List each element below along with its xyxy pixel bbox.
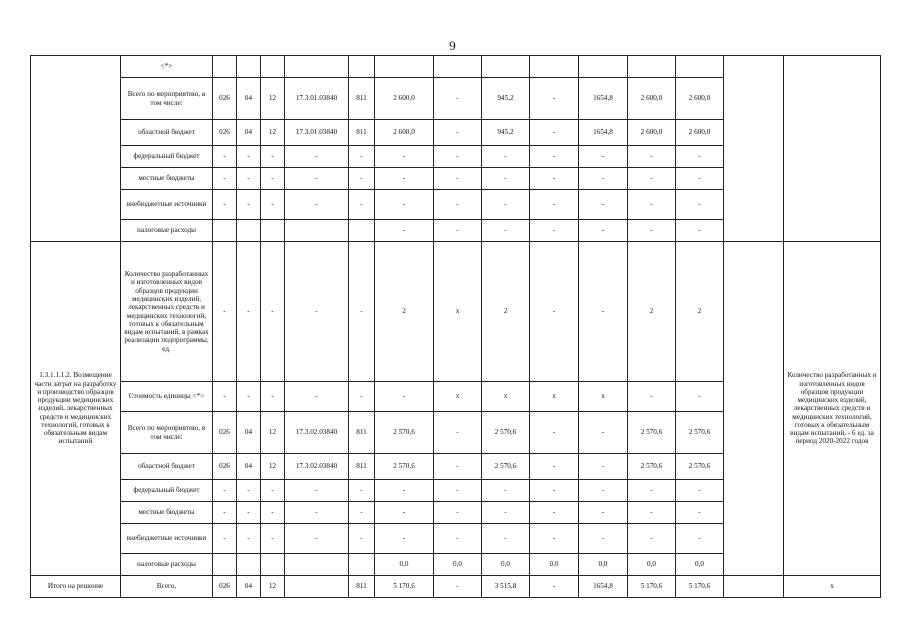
value-cell: 811 xyxy=(349,120,375,146)
value-cell: 0,0 xyxy=(482,554,530,576)
value-cell: - xyxy=(285,168,349,190)
value-cell: - xyxy=(213,190,237,220)
value-cell: 811 xyxy=(349,576,375,598)
value-cell: - xyxy=(628,220,676,242)
value-cell: - xyxy=(676,480,724,502)
value-cell: - xyxy=(628,146,676,168)
value-cell: - xyxy=(628,480,676,502)
value-cell: - xyxy=(530,220,579,242)
value-cell: - xyxy=(349,168,375,190)
value-cell: - xyxy=(237,190,261,220)
value-cell: - xyxy=(237,242,261,382)
value-cell: x xyxy=(434,382,482,412)
value-cell xyxy=(237,554,261,576)
value-cell: - xyxy=(530,524,579,554)
page-number: 9 xyxy=(449,38,456,53)
value-cell: 2 xyxy=(482,242,530,382)
value-cell: - xyxy=(349,146,375,168)
row-label: Всего по мероприятию, в том числе: xyxy=(121,412,213,454)
value-cell: 2 600,0 xyxy=(676,78,724,120)
value-cell: - xyxy=(482,220,530,242)
value-cell: 1654,8 xyxy=(579,576,628,598)
value-cell: 2 600,0 xyxy=(375,78,434,120)
value-cell xyxy=(213,554,237,576)
value-cell: 811 xyxy=(349,412,375,454)
value-cell: - xyxy=(349,382,375,412)
value-cell: - xyxy=(375,168,434,190)
value-cell: - xyxy=(434,412,482,454)
value-cell: - xyxy=(676,382,724,412)
value-cell: 5 170,6 xyxy=(676,576,724,598)
value-cell: 04 xyxy=(237,412,261,454)
value-cell: 04 xyxy=(237,120,261,146)
value-cell: 2 570,6 xyxy=(676,454,724,480)
value-cell: - xyxy=(375,190,434,220)
value-cell: 2 570,6 xyxy=(676,412,724,454)
value-cell: 1654,8 xyxy=(579,120,628,146)
row-label: федеральный бюджет xyxy=(121,146,213,168)
value-cell: - xyxy=(213,382,237,412)
value-cell: - xyxy=(530,78,579,120)
value-cell: - xyxy=(285,382,349,412)
value-cell: 0,0 xyxy=(628,554,676,576)
value-cell: - xyxy=(285,190,349,220)
row-label: налоговые расходы xyxy=(121,554,213,576)
value-cell: - xyxy=(628,524,676,554)
value-cell xyxy=(349,554,375,576)
value-cell: - xyxy=(530,576,579,598)
value-cell: 0,0 xyxy=(375,554,434,576)
total-name: Итого на решение xyxy=(31,576,121,598)
value-cell: - xyxy=(261,382,285,412)
value-cell: - xyxy=(628,502,676,524)
value-cell: - xyxy=(434,502,482,524)
value-cell xyxy=(213,56,237,78)
value-cell xyxy=(349,56,375,78)
value-cell: 1654,8 xyxy=(579,78,628,120)
value-cell: - xyxy=(628,168,676,190)
total-row xyxy=(31,576,881,598)
value-cell: - xyxy=(579,220,628,242)
value-cell: 2 570,6 xyxy=(482,412,530,454)
value-cell: x xyxy=(482,382,530,412)
value-cell: 2 600,0 xyxy=(628,120,676,146)
value-cell: 12 xyxy=(261,412,285,454)
row-label: областной бюджет xyxy=(121,454,213,480)
value-cell: - xyxy=(349,524,375,554)
value-cell: 12 xyxy=(261,576,285,598)
row-label: Стоимость единицы <*> xyxy=(121,382,213,412)
value-cell: 945,2 xyxy=(482,78,530,120)
value-cell: 12 xyxy=(261,454,285,480)
value-cell xyxy=(434,56,482,78)
value-cell: - xyxy=(530,454,579,480)
value-cell: 0,0 xyxy=(579,554,628,576)
value-cell: 0,0 xyxy=(434,554,482,576)
value-cell: 2 570,6 xyxy=(375,412,434,454)
total-result: x xyxy=(784,576,881,598)
value-cell: - xyxy=(237,480,261,502)
value-cell: - xyxy=(237,502,261,524)
value-cell: - xyxy=(482,146,530,168)
value-cell: - xyxy=(676,190,724,220)
value-cell: - xyxy=(375,146,434,168)
budget-table xyxy=(30,55,881,598)
value-cell: - xyxy=(285,146,349,168)
value-cell: 12 xyxy=(261,78,285,120)
value-cell: - xyxy=(628,382,676,412)
value-cell: - xyxy=(434,454,482,480)
value-cell: 811 xyxy=(349,78,375,120)
value-cell: - xyxy=(375,382,434,412)
value-cell xyxy=(213,220,237,242)
value-cell: - xyxy=(434,576,482,598)
value-cell: - xyxy=(375,524,434,554)
value-cell: - xyxy=(434,168,482,190)
value-cell: - xyxy=(579,524,628,554)
value-cell: 17.3.02.03840 xyxy=(285,454,349,480)
value-cell: - xyxy=(676,524,724,554)
value-cell: - xyxy=(579,412,628,454)
value-cell: 04 xyxy=(237,78,261,120)
prev-event-name xyxy=(31,56,121,242)
value-cell: 17.3.01.03840 xyxy=(285,78,349,120)
value-cell: - xyxy=(285,242,349,382)
value-cell: 811 xyxy=(349,454,375,480)
value-cell xyxy=(530,56,579,78)
value-cell xyxy=(237,220,261,242)
value-cell xyxy=(482,56,530,78)
value-cell: - xyxy=(530,412,579,454)
value-cell: - xyxy=(482,524,530,554)
value-cell: - xyxy=(579,190,628,220)
value-cell: - xyxy=(261,502,285,524)
row-label: внебюджетные источники xyxy=(121,524,213,554)
value-cell: 945,2 xyxy=(482,120,530,146)
value-cell: - xyxy=(349,480,375,502)
value-cell: 04 xyxy=(237,454,261,480)
value-cell: 2 570,6 xyxy=(628,454,676,480)
row-label: местные бюджеты xyxy=(121,168,213,190)
value-cell xyxy=(285,576,349,598)
value-cell xyxy=(285,56,349,78)
value-cell: - xyxy=(530,146,579,168)
value-cell: - xyxy=(482,480,530,502)
value-cell: - xyxy=(375,480,434,502)
value-cell: - xyxy=(530,480,579,502)
value-cell: - xyxy=(530,120,579,146)
value-cell: 026 xyxy=(213,412,237,454)
value-cell: 026 xyxy=(213,576,237,598)
value-cell xyxy=(261,56,285,78)
value-cell: - xyxy=(213,168,237,190)
value-cell xyxy=(676,56,724,78)
row-label: местные бюджеты xyxy=(121,502,213,524)
value-cell: - xyxy=(530,242,579,382)
value-cell: - xyxy=(676,146,724,168)
value-cell: - xyxy=(530,190,579,220)
value-cell: 17.3.01.03840 xyxy=(285,120,349,146)
row-label: Всего по мероприятию, в том числе: xyxy=(121,78,213,120)
value-cell: - xyxy=(261,190,285,220)
value-cell: - xyxy=(375,502,434,524)
value-cell xyxy=(579,56,628,78)
value-cell: - xyxy=(434,220,482,242)
row-label: внебюджетные источники xyxy=(121,190,213,220)
value-cell: - xyxy=(434,78,482,120)
value-cell: - xyxy=(579,146,628,168)
value-cell: - xyxy=(261,242,285,382)
value-cell: 026 xyxy=(213,78,237,120)
value-cell xyxy=(349,220,375,242)
value-cell: 2 600,0 xyxy=(676,120,724,146)
value-cell: 026 xyxy=(213,454,237,480)
value-cell: x xyxy=(434,242,482,382)
row-label: федеральный бюджет xyxy=(121,480,213,502)
row-label: <*> xyxy=(121,56,213,78)
value-cell: - xyxy=(349,502,375,524)
value-cell: - xyxy=(261,168,285,190)
value-cell: 2 600,0 xyxy=(375,120,434,146)
value-cell: - xyxy=(482,190,530,220)
event-name: 1.3.1.1.1.2. Возмещение части затрат на разработку и производство образцов продукции медицинских изделий, лекарственных средств и медицинских технологий, готовых к обязательным видам испытаний xyxy=(31,242,121,576)
value-cell: - xyxy=(213,480,237,502)
value-cell: - xyxy=(676,502,724,524)
row-label: Количество разработанных и изготовленных видов образцов продукции медицинских изделий, лекарственных средств и медицинских технологий, готовых к обязательным видам испытаний, в рамках реализации подпрограммы, ед. xyxy=(121,242,213,382)
value-cell: - xyxy=(434,480,482,502)
total-label: Всего, xyxy=(121,576,213,598)
value-cell: - xyxy=(237,168,261,190)
value-cell: - xyxy=(482,168,530,190)
value-cell: 0,0 xyxy=(676,554,724,576)
value-cell: - xyxy=(261,146,285,168)
value-cell xyxy=(628,56,676,78)
value-cell: 2 570,6 xyxy=(482,454,530,480)
value-cell: - xyxy=(285,524,349,554)
value-cell: - xyxy=(213,524,237,554)
value-cell: - xyxy=(375,220,434,242)
value-cell: 2 xyxy=(628,242,676,382)
value-cell: - xyxy=(530,168,579,190)
value-cell: 0,0 xyxy=(530,554,579,576)
value-cell: - xyxy=(579,502,628,524)
value-cell: - xyxy=(676,168,724,190)
table-row xyxy=(31,56,881,78)
value-cell: 2 xyxy=(375,242,434,382)
value-cell: 12 xyxy=(261,120,285,146)
value-cell xyxy=(261,220,285,242)
value-cell: - xyxy=(434,120,482,146)
value-cell: 2 600,0 xyxy=(628,78,676,120)
unit-col xyxy=(724,576,784,598)
value-cell: - xyxy=(579,454,628,480)
value-cell xyxy=(261,554,285,576)
value-cell: - xyxy=(237,524,261,554)
value-cell: 5 170,6 xyxy=(628,576,676,598)
prev-result xyxy=(784,56,881,242)
table-row xyxy=(31,242,881,382)
value-cell xyxy=(285,220,349,242)
value-cell xyxy=(375,56,434,78)
value-cell xyxy=(285,554,349,576)
table-body xyxy=(31,56,881,598)
row-label: налоговые расходы xyxy=(121,220,213,242)
value-cell: - xyxy=(213,502,237,524)
value-cell: x xyxy=(530,382,579,412)
row-label: областной бюджет xyxy=(121,120,213,146)
value-cell: - xyxy=(482,502,530,524)
value-cell: 2 570,6 xyxy=(628,412,676,454)
value-cell: - xyxy=(434,190,482,220)
value-cell: - xyxy=(285,502,349,524)
value-cell: x xyxy=(579,382,628,412)
value-cell: - xyxy=(261,524,285,554)
value-cell: - xyxy=(261,480,285,502)
value-cell: - xyxy=(213,146,237,168)
value-cell: 17.3.02.03840 xyxy=(285,412,349,454)
value-cell: - xyxy=(434,524,482,554)
value-cell: - xyxy=(285,480,349,502)
value-cell: 026 xyxy=(213,120,237,146)
value-cell xyxy=(237,56,261,78)
value-cell: - xyxy=(579,242,628,382)
value-cell: - xyxy=(237,382,261,412)
value-cell: 3 515,8 xyxy=(482,576,530,598)
value-cell: - xyxy=(676,220,724,242)
value-cell: - xyxy=(237,146,261,168)
value-cell: - xyxy=(349,242,375,382)
value-cell: 2 xyxy=(676,242,724,382)
value-cell: - xyxy=(579,480,628,502)
value-cell: 2 570,6 xyxy=(375,454,434,480)
value-cell: - xyxy=(434,146,482,168)
value-cell: - xyxy=(349,190,375,220)
unit-col xyxy=(724,242,784,576)
event-result: Количество разработанных и изготовленных видов образцов продукции медицинских изделий, лекарственных средств и медицинских технологий, готовых к обязательным видам испытаний, - 6 ед. за период 2020-2022 годов xyxy=(784,242,881,576)
value-cell: - xyxy=(530,502,579,524)
prev-unit-col xyxy=(724,56,784,242)
value-cell: 5 170,6 xyxy=(375,576,434,598)
value-cell: 04 xyxy=(237,576,261,598)
value-cell: - xyxy=(213,242,237,382)
value-cell: - xyxy=(579,168,628,190)
value-cell: - xyxy=(628,190,676,220)
